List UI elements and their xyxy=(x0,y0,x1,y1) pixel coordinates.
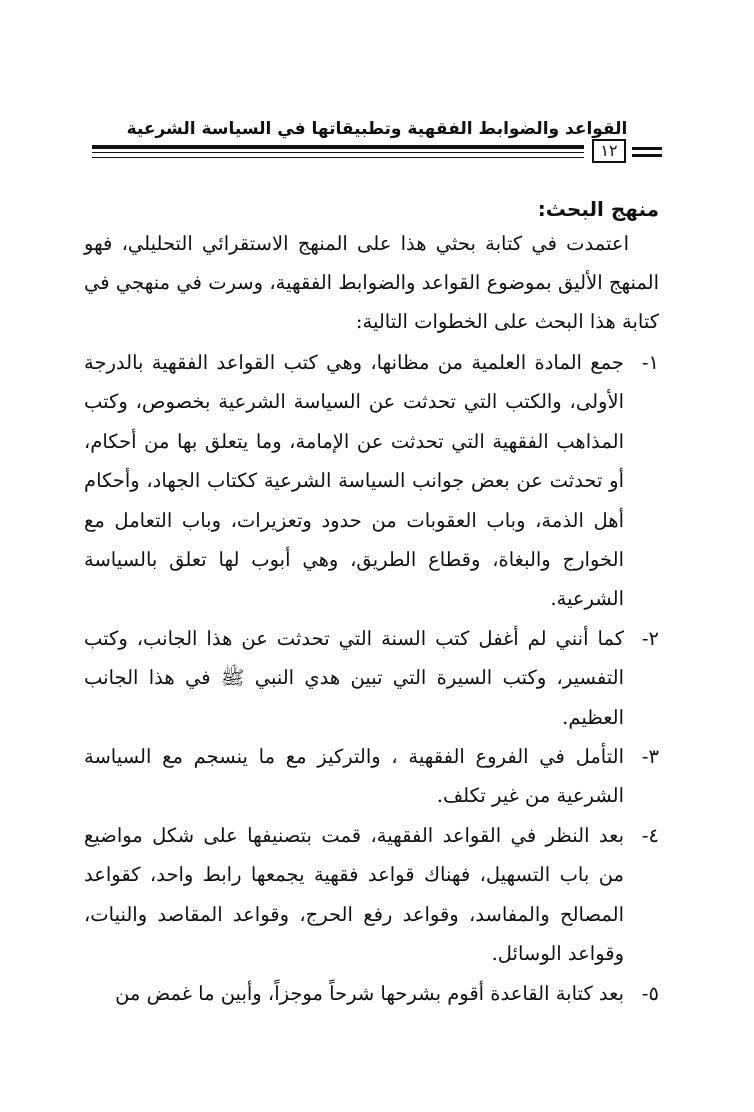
header-edge-mark xyxy=(632,147,662,150)
step-number: ١- xyxy=(641,351,659,374)
list-item xyxy=(84,343,659,619)
intro-paragraph: اعتمدت في كتابة بحثي هذا على المنهج الاستقرائي التحليلي، فهو المنهج الأليق بموضوع القواعد والضوابط الفقهية، وسرت في منهجي في كتابة هذا البحث على الخطوات التالية: xyxy=(84,232,659,333)
running-title: القواعد والضوابط الفقهية وتطبيقاتها في السياسة الشرعية xyxy=(126,119,628,139)
step-text: جمع المادة العلمية من مظانها، وهي كتب القواعد الفقهية بالدرجة الأولى، والكتب التي تحدثت عن السياسة الشرعية بخصوص، وكتب المذاهب الفقهية التي تحدثت عن الإمامة، وما يتعلق بها من أحكام، أو تحدثت عن بعض جوانب السياسة الشرعية ككتاب الجهاد، وأحكام أهل الذمة، وباب العقوبات من حدود وتعزيرات، وباب التعامل مع الخوارج والبغاة، وقطاع الطريق، وهي أبوب لها تعلق بالسياسة الشرعية. xyxy=(84,351,624,611)
header-rule-thin xyxy=(92,152,584,153)
step-number: ٣- xyxy=(641,745,659,769)
page-number: ١٢ xyxy=(592,139,626,163)
section-heading: منهج البحث: xyxy=(537,197,659,221)
step-number: ٤- xyxy=(641,823,659,847)
step-text: التأمل في الفروع الفقهية ، والتركيز مع ما ينسجم مع السياسة الشرعية من غير تكلف. xyxy=(84,745,624,808)
step-text: كما أنني لم أغفل كتب السنة التي تحدثت عن هذا الجانب، وكتب التفسير، وكتب السيرة التي تبين هدي النبي ﷺ في هذا الجانب العظيم. xyxy=(84,626,624,729)
step-text: بعد كتابة القاعدة أقوم بشرحها شرحاً موجزاً، وأبين ما غمض من xyxy=(115,981,624,1005)
header-edge-mark xyxy=(632,154,662,157)
steps-list xyxy=(84,343,659,1013)
step-number: ٢- xyxy=(641,626,659,650)
header-rule-thin xyxy=(92,157,584,158)
list-item xyxy=(84,974,659,1013)
list-item xyxy=(84,737,659,816)
step-number: ٥- xyxy=(641,981,659,1005)
list-item xyxy=(84,816,659,974)
header-rule-thick xyxy=(92,145,584,149)
step-text: بعد النظر في القواعد الفقهية، قمت بتصنيفها على شكل مواضيع من باب التسهيل، فهناك قواعد فقهية يجمعها رابط واحد، كقواعد المصالح والمفاسد، وقواعد رفع الحرج، وقواعد المقاصد والنيات، وقواعد الوسائل. xyxy=(84,823,624,966)
list-item xyxy=(84,619,659,737)
